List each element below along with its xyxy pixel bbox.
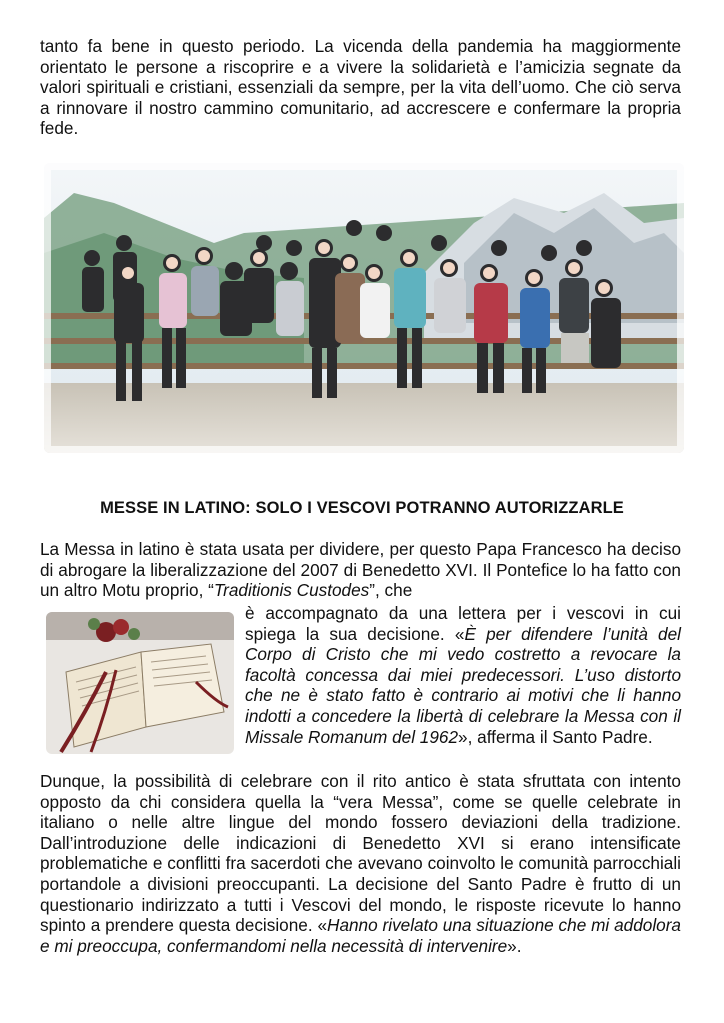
intro-paragraph: tanto fa bene in questo periodo. La vicenda della pandemia ha maggiormente orientato le persone a riscoprire e a vivere la solidarietà e l’amicizia segnate da valori spirituali e cristiani, essenziali da sempre, per la vita dell’uomo. Che ciò serva a rinnovare il nostro cammino comunitario, ad accrescere e confermare la propria fede.	[40, 36, 681, 139]
missal-photo	[46, 612, 234, 754]
closing-quote: Hanno rivelato una situazione che mi addolora e mi preoccupa, confermandomi nella necessità di intervenire	[40, 915, 681, 956]
group-photo	[44, 163, 684, 453]
papal-quote: È per difendere l’unità del Corpo di Cristo che mi vedo costretto a revocare la facoltà concessa dai miei predecessori. L’uso distorto che ne è stato fatto è contrario ai motivi che li hanno indotti a concedere la libertà di celebrare la Messa con il Missale Romanum del 1962	[245, 623, 681, 747]
document-title: Traditionis Custodes	[213, 580, 370, 601]
article-paragraph-2: è accompagnato da una lettera per i vescovi in cui spiega la sua decisione. «È per difendere l’unità del Corpo di Cristo che mi vedo costretto a revocare la facoltà concessa dai miei predecessori. L’uso distorto che ne è stato fatto è contrario ai motivi che li hanno indotti a concedere la libertà di celebrare la Messa con il Missale Romanum del 1962», afferma il Santo Padre.	[245, 603, 681, 747]
article-paragraph-1: La Messa in latino è stata usata per dividere, per questo Papa Francesco ha deciso di abrogare la liberalizzazione del 2007 di Benedetto XVI. Il Pontefice lo ha fatto con un altro Motu proprio, “Traditionis Custodes”, che	[40, 539, 681, 601]
article-paragraph-3: Dunque, la possibilità di celebrare con il rito antico è stata sfruttata con intento opposto da chi considera quella la “vera Messa”, come se quelle celebrate in italiano o nelle altre lingue del mondo fossero deviazioni della tradizione. Dall’introduzione delle indicazioni di Benedetto XVI si erano intensificate problematiche e conflitti fra sacerdoti che avevano coinvolto le comunità parrocchiali portandole a divisioni preoccupanti. La decisione del Santo Padre è frutto di un questionario indirizzato a tutti i Vescovi del mondo, le risposte ricevute lo hanno spinto a prendere questa decisione. «Hanno rivelato una situazione che mi addolora e mi preoccupa, confermandomi nella necessità di intervenire».	[40, 771, 681, 956]
section-heading: MESSE IN LATINO: SOLO I VESCOVI POTRANNO AUTORIZZARLE	[100, 499, 624, 517]
